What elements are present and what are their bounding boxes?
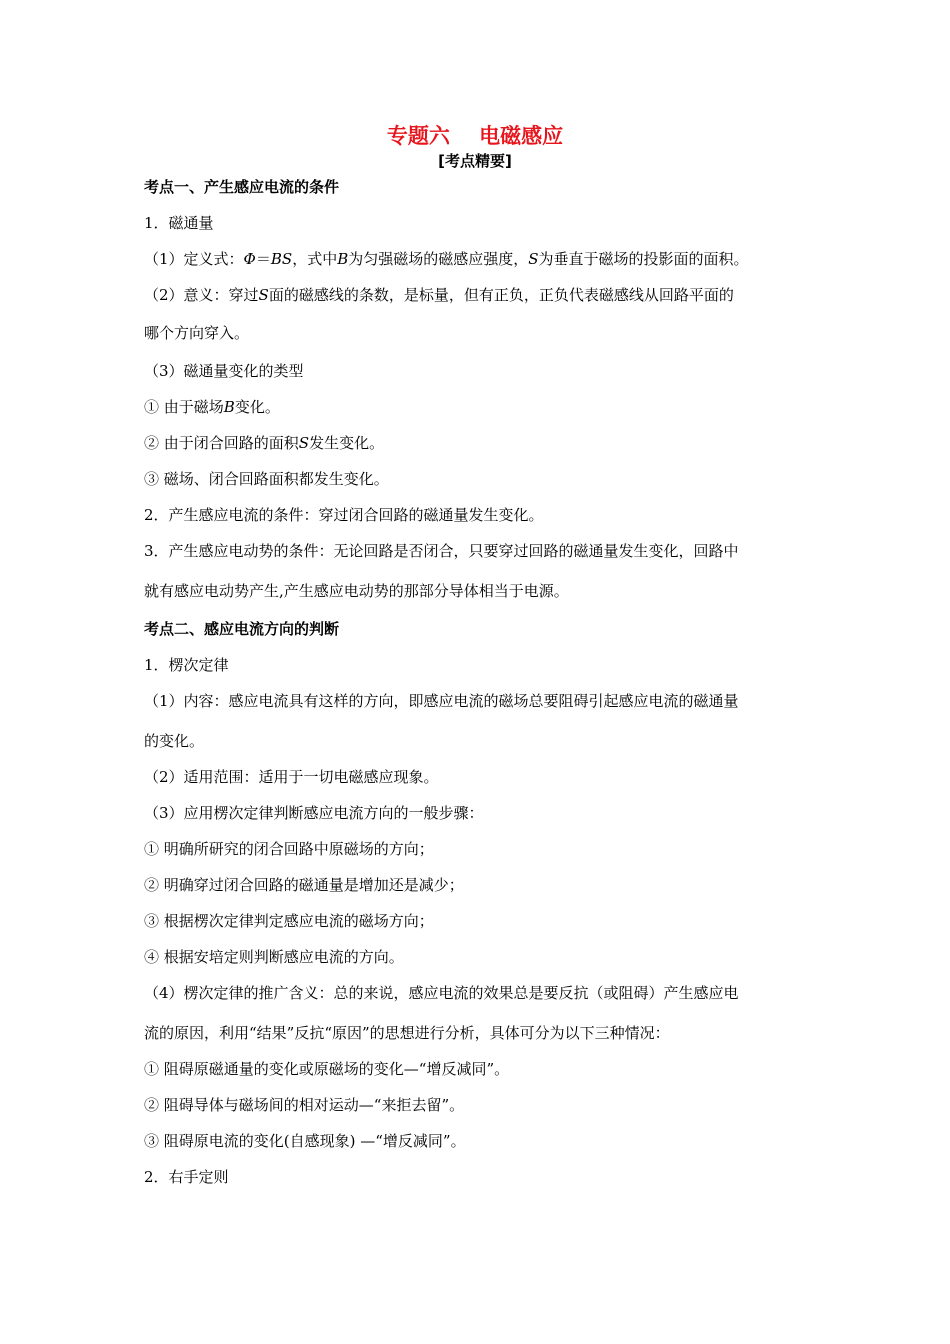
paragraph-line: 2．产生感应电流的条件：穿过闭合回路的磁通量发生变化。 xyxy=(144,506,544,524)
paragraph-line: 1．楞次定律 xyxy=(144,656,229,674)
paragraph-line: （1）内容：感应电流具有这样的方向，即感应电流的磁场总要阻碍引起感应电流的磁通量 xyxy=(144,692,739,710)
text-run: 为垂直于磁场的投影面的面积。 xyxy=(538,250,749,268)
text-run: 变化。 xyxy=(234,398,280,416)
text-run: （2）意义：穿过 xyxy=(144,286,259,304)
paragraph-line xyxy=(144,248,814,270)
paragraph-line: 3．产生感应电动势的条件：无论回路是否闭合，只要穿过回路的磁通量发生变化，回路中 xyxy=(144,542,739,560)
paragraph-line: （4）楞次定律的推广含义：总的来说，感应电流的效果总是要反抗（或阻碍）产生感应电 xyxy=(144,984,739,1002)
math-var: BS xyxy=(270,250,293,268)
paragraph-line: ① 明确所研究的闭合回路中原磁场的方向； xyxy=(144,840,434,858)
text-run: ① 由于磁场 xyxy=(144,398,224,416)
paragraph-line: 就有感应电动势产生,产生感应电动势的那部分导体相当于电源。 xyxy=(144,582,569,600)
section-heading-2: 考点二、感应电流方向的判断 xyxy=(144,620,340,638)
paragraph-line: （3）磁通量变化的类型 xyxy=(144,362,304,380)
paragraph-line xyxy=(144,396,814,418)
paragraph-line: ③ 根据楞次定律判定感应电流的磁场方向； xyxy=(144,912,434,930)
page-title: 专题六 电磁感应 xyxy=(386,124,564,148)
paragraph-line: （3）应用楞次定律判断感应电流方向的一般步骤： xyxy=(144,804,484,822)
math-var: B xyxy=(223,398,235,416)
paragraph-line: 哪个方向穿入。 xyxy=(144,324,250,342)
math-var: S xyxy=(298,434,310,452)
paragraph-line: ② 明确穿过闭合回路的磁通量是增加还是减少； xyxy=(144,876,464,894)
text-run: ＝ xyxy=(255,250,271,268)
paragraph-line: ④ 根据安培定则判断感应电流的方向。 xyxy=(144,948,404,966)
paragraph-line: 的变化。 xyxy=(144,732,205,750)
paragraph-line: ① 阻碍原磁通量的变化或原磁场的变化—“增反减同”。 xyxy=(144,1060,510,1078)
text-run: （1）定义式： xyxy=(144,250,244,268)
math-var: B xyxy=(337,250,349,268)
page-subtitle: [考点精要] xyxy=(438,152,512,170)
text-run: 发生变化。 xyxy=(309,434,385,452)
paragraph-line: （2）适用范围：适用于一切电磁感应现象。 xyxy=(144,768,439,786)
paragraph-line: ② 阻碍导体与磁场间的相对运动—“来拒去留”。 xyxy=(144,1096,465,1114)
paragraph-line: 1．磁通量 xyxy=(144,214,214,232)
math-var: S xyxy=(528,250,539,268)
paragraph-line: ③ 磁场、闭合回路面积都发生变化。 xyxy=(144,470,389,488)
math-var: S xyxy=(258,286,269,304)
phi-symbol: Φ xyxy=(243,250,256,268)
paragraph-line: ③ 阻碍原电流的变化(自感现象) —“增反减同”。 xyxy=(144,1132,466,1150)
text-run: 面的磁感线的条数，是标量，但有正负，正负代表磁感线从回路平面的 xyxy=(268,286,734,304)
text-run: ② 由于闭合回路的面积 xyxy=(144,434,299,452)
text-run: ，式中 xyxy=(292,250,338,268)
paragraph-line: 2．右手定则 xyxy=(144,1168,229,1186)
paragraph-line xyxy=(144,432,814,454)
text-run: 为匀强磁场的磁感应强度， xyxy=(348,250,529,268)
paragraph-line xyxy=(144,284,814,306)
paragraph-line: 流的原因，利用“结果”反抗“原因”的思想进行分析，具体可分为以下三种情况： xyxy=(144,1024,670,1042)
section-heading-1: 考点一、产生感应电流的条件 xyxy=(144,178,340,196)
